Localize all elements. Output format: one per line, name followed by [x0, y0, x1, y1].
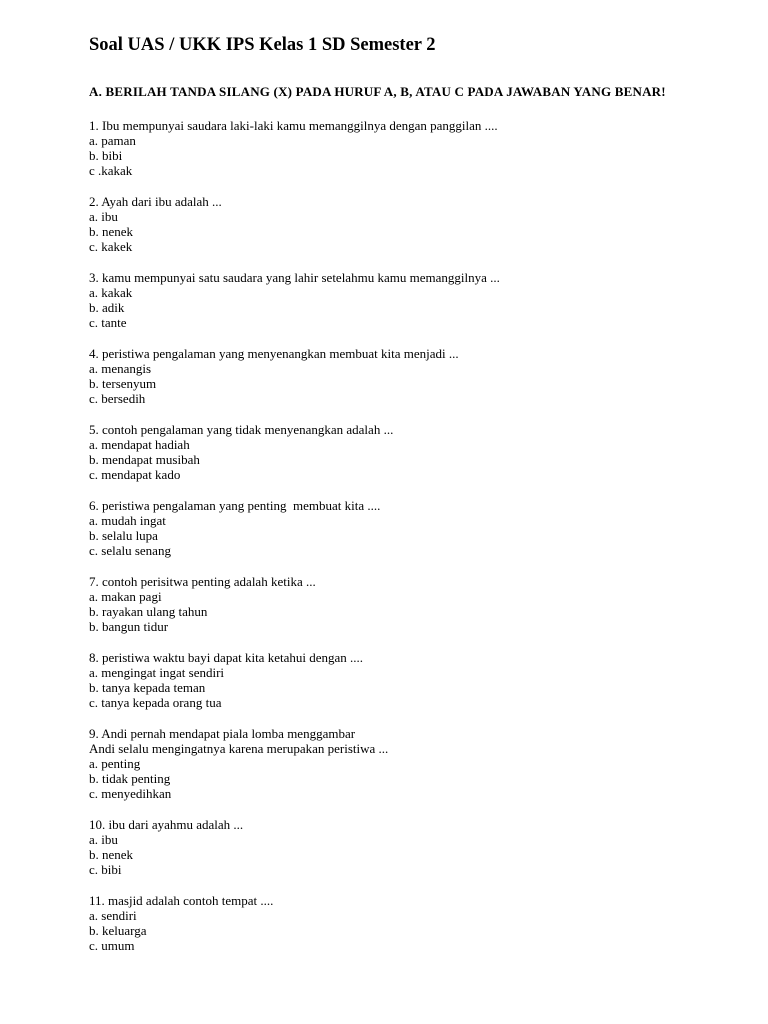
- question-item: [89, 346, 729, 407]
- answer-option: a. menangis: [89, 360, 152, 376]
- answer-option: c. menyedihkan: [89, 786, 172, 802]
- answer-option: a. ibu: [89, 831, 118, 847]
- question-item: [89, 498, 729, 559]
- answer-option: c. bibi: [89, 862, 122, 878]
- question-item: [89, 118, 729, 179]
- answer-option: b. bibi: [89, 147, 123, 163]
- answer-option: b. bangun tidur: [89, 619, 169, 635]
- answer-option: a. paman: [89, 132, 136, 148]
- answer-option: b. selalu lupa: [89, 527, 158, 543]
- answer-option: a. penting: [89, 755, 141, 771]
- answer-option: a. mengingat ingat sendiri: [89, 664, 225, 680]
- question-item: [89, 893, 729, 954]
- question-item: [89, 817, 729, 878]
- question-text: 9. Andi pernah mendapat piala lomba menggambar: [89, 725, 356, 741]
- answer-option: b. tersenyum: [89, 375, 157, 391]
- question-item: [89, 270, 729, 331]
- answer-option: a. sendiri: [89, 907, 137, 923]
- answer-option: c. tante: [89, 315, 127, 331]
- answer-option: c. bersedih: [89, 391, 146, 407]
- question-text: Andi selalu mengingatnya karena merupakan peristiwa ...: [89, 740, 389, 756]
- answer-option: c. kakek: [89, 239, 133, 255]
- answer-option: a. makan pagi: [89, 588, 162, 604]
- document-title: Soal UAS / UKK IPS Kelas 1 SD Semester 2: [89, 35, 436, 55]
- answer-option: c .kakak: [89, 163, 133, 179]
- instruction-text: A. BERILAH TANDA SILANG (X) PADA HURUF A, B, ATAU C PADA JAWABAN YANG BENAR!: [89, 84, 666, 99]
- answer-option: a. kakak: [89, 284, 133, 300]
- answer-option: b. adik: [89, 299, 125, 315]
- question-list: [89, 118, 729, 954]
- question-text: 5. contoh pengalaman yang tidak menyenangkan adalah ...: [89, 421, 394, 437]
- answer-option: b. nenek: [89, 223, 134, 239]
- question-text: 4. peristiwa pengalaman yang menyenangkan membuat kita menjadi ...: [89, 345, 459, 361]
- answer-option: c. umum: [89, 938, 135, 954]
- answer-option: a. mendapat hadiah: [89, 436, 190, 452]
- question-item: [89, 574, 729, 635]
- answer-option: c. selalu senang: [89, 543, 171, 559]
- answer-option: b. nenek: [89, 847, 134, 863]
- answer-option: b. rayakan ulang tahun: [89, 603, 208, 619]
- question-text: 6. peristiwa pengalaman yang penting membuat kita ....: [89, 497, 381, 513]
- question-item: [89, 194, 729, 255]
- question-item: [89, 726, 729, 802]
- question-text: 10. ibu dari ayahmu adalah ...: [89, 816, 244, 832]
- question-text: 1. Ibu mempunyai saudara laki-laki kamu memanggilnya dengan panggilan ....: [89, 117, 498, 133]
- document-page: [89, 34, 729, 969]
- question-item: [89, 650, 729, 711]
- question-text: 11. masjid adalah contoh tempat ....: [89, 892, 274, 908]
- answer-option: a. ibu: [89, 208, 118, 224]
- answer-option: a. mudah ingat: [89, 512, 166, 528]
- answer-option: b. tanya kepada teman: [89, 679, 206, 695]
- question-text: 8. peristiwa waktu bayi dapat kita ketahui dengan ....: [89, 649, 364, 665]
- question-item: [89, 422, 729, 483]
- answer-option: c. mendapat kado: [89, 467, 181, 483]
- question-text: 7. contoh perisitwa penting adalah ketika ...: [89, 573, 316, 589]
- answer-option: b. keluarga: [89, 923, 147, 939]
- answer-option: c. tanya kepada orang tua: [89, 695, 222, 711]
- answer-option: b. tidak penting: [89, 771, 171, 787]
- question-text: 3. kamu mempunyai satu saudara yang lahir setelahmu kamu memanggilnya ...: [89, 269, 500, 285]
- answer-option: b. mendapat musibah: [89, 451, 200, 467]
- question-text: 2. Ayah dari ibu adalah ...: [89, 193, 222, 209]
